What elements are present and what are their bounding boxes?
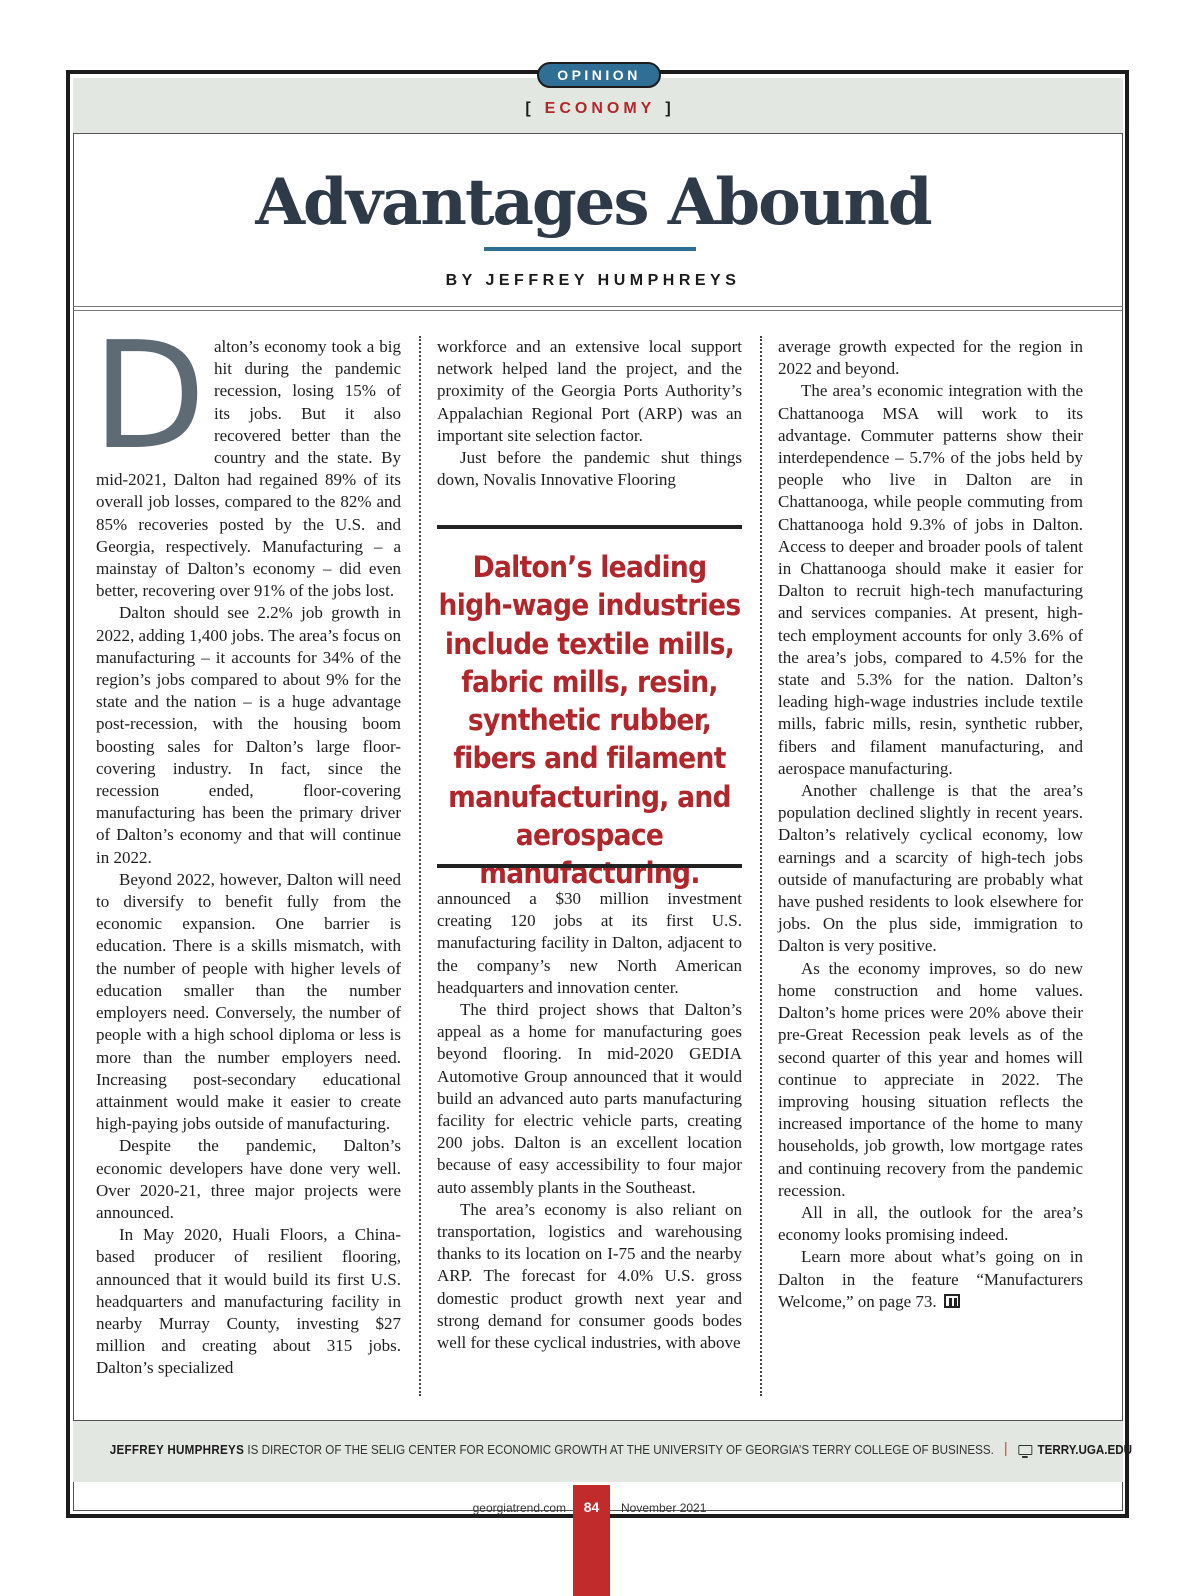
column-divider	[760, 336, 762, 1396]
monitor-icon	[1018, 1445, 1032, 1455]
pull-quote-rule-bottom	[437, 864, 742, 868]
title-underline	[484, 247, 696, 251]
topic-label: ECONOMY	[544, 100, 656, 117]
paragraph: Dalton should see 2.2% job growth in 2022, adding 1,400 jobs. The area’s focus on manufacturing – it accounts for 34% of the region’s jobs compared to about 9% for the state and the nation – is a huge advantage post-recession, with the housing boom boosting sales for Dalton’s large floor-covering industry. In fact, since the recession ended, floor-covering manufacturing has been the primary driver of Dalton’s economy and that will continue in 2022.	[96, 603, 401, 867]
author-bio-text: IS DIRECTOR OF THE SELIG CENTER FOR ECONOMIC GROWTH AT THE UNIVERSITY OF GEORGIA’S TERRY COLLEGE OF BUSINESS.	[247, 1443, 994, 1457]
page-footer	[0, 1485, 1200, 1596]
author-name: JEFFREY HUMPHREYS	[109, 1443, 245, 1457]
paragraph: average growth expected for the region in 2022 and beyond.	[778, 337, 1083, 379]
article-title: Advantages Abound	[255, 165, 931, 240]
paragraph-last	[778, 1246, 1083, 1313]
topic-tag	[0, 100, 1200, 118]
paragraph: Despite the pandemic, Dalton’s economic developers have done very well. Over 2020-21, three major projects were announced.	[96, 1136, 401, 1222]
paragraph: Just before the pandemic shut things down, Novalis Innovative Flooring	[437, 448, 742, 490]
paragraph: The third project shows that Dalton’s appeal as a home for manufacturing goes beyond flooring. In mid-2020 GEDIA Automotive Group announced that it would build an advanced auto parts manufacturing facility for electric vehicle parts, creating 200 jobs. Dalton is an excellent location because of easy accessibility to four major auto assembly plants in the Southeast.	[437, 1000, 742, 1197]
column-3	[778, 336, 1083, 1398]
website-link[interactable]: TERRY.UGA.EDU	[1037, 1443, 1133, 1457]
column-1	[92, 310, 401, 1398]
paragraph: announced a $30 million investment creating 120 jobs at its first U.S. manufacturing facility in Dalton, adjacent to the company’s new North American headquarters and innovation center.	[437, 889, 742, 997]
pull-quote-rule-top	[437, 525, 742, 529]
paragraph-text: Learn more about what’s going on in Dalton in the feature “Manufacturers Welcome,” on page 73.	[778, 1247, 1083, 1311]
paragraph: In May 2020, Huali Floors, a China-based producer of resilient flooring, announced that it would build its first U.S. headquarters and manufacturing facility in nearby Murray County, investing $27 million and creating about 315 jobs. Dalton’s specialized	[96, 1225, 401, 1378]
bio-separator	[1005, 1442, 1006, 1456]
pull-quote: Dalton’s leading high-wage industries include textile mills, fabric mills, resin, synthetic rubber, fibers and filament manufacturing, and aerospace manufacturing.	[438, 550, 741, 891]
topic-bracket-left: [	[525, 100, 535, 117]
author-bio	[109, 1442, 1133, 1457]
header-divider	[73, 306, 1123, 311]
topic-bracket-right: ]	[665, 100, 675, 117]
paragraph: Another challenge is that the area’s population declined slightly in recent years. Dalton’s relatively cyclical economy, low earnings and a scarcity of high-tech jobs outside of manufacturing are probably what have pushed residents to look elsewhere for jobs. On the plus side, immigration to Dalton is very positive.	[778, 781, 1083, 956]
byline: BY JEFFREY HUMPHREYS	[445, 272, 741, 289]
paragraph: All in all, the outlook for the area’s economy looks promising indeed.	[778, 1202, 1083, 1245]
column-2-top	[437, 336, 742, 516]
column-divider	[419, 336, 421, 1396]
section-label: OPINION	[537, 62, 661, 88]
author-bio-band	[73, 1420, 1133, 1482]
paragraph: The area’s economic integration with the Chattanooga MSA will work to its advantage. Commuter patterns show their interdependence – 5.7% of the jobs held by people who live in Dalton are in Chattanooga, while people commuting from Chattanooga hold 9.3% of jobs in Dalton. Access to deeper and broader pools of talent in Chattanooga should make it easier for Dalton to recruit high-tech manufacturing and services companies. At present, high-tech employment accounts for only 3.6% of the area’s jobs, compared to 4.5% for the state and 5.3% for the nation. Dalton’s leading high-wage industries include textile mills, fabric mills, resin, synthetic rubber, fibers and filament manufacturing, and aerospace manufacturing.	[778, 381, 1083, 778]
page-number: 84	[583, 1499, 600, 1515]
column-2-bottom	[437, 888, 742, 1396]
paragraph: The area’s economy is also reliant on transportation, logistics and warehousing thanks to its location on I-75 and the nearby ARP. The forecast for 4.0% U.S. gross domestic product growth next year and strong demand for consumer goods bodes well for these cyclical industries, with above	[437, 1199, 742, 1353]
paragraph: Beyond 2022, however, Dalton will need to diversify to benefit fully from the economic expansion. One barrier is education. There is a skills mismatch, with the number of people with higher levels of education smaller than the number employers need. Conversely, the number of people with a high school diploma or less is more than the number employers need. Increasing post-secondary educational attainment would make it easier to create high-paying jobs outside of manufacturing.	[96, 869, 401, 1134]
paragraph: workforce and an extensive local support network helped land the project, and the proximity of the Georgia Ports Authority’s Appalachian Regional Port (ARP) was an important site selection factor.	[437, 337, 742, 445]
paragraph: As the economy improves, so do new home construction and home values. Dalton’s home prices were 20% above their pre-Great Recession peak levels as of the second quarter of this year and homes will continue to appreciate in 2022. The improving housing situation reflects the increased importance of the home to many households, job growth, low mortgage rates and continuing recovery from the pandemic recession.	[778, 958, 1083, 1200]
paragraph: alton’s economy took a big hit during the pandemic recession, losing 15% of its jobs. But it also recovered better than the country and the state. By mid-2021, Dalton had regained 89% of its overall job losses, compared to the 82% and 85% recoveries posted by the U.S. and Georgia, respectively. Manufacturing – a mainstay of Dalton’s economy – did even better, recovering over 91% of the jobs lost.	[96, 337, 401, 601]
drop-cap: D	[92, 310, 206, 482]
end-mark-icon	[944, 1294, 960, 1308]
footer-date: November 2021	[621, 1501, 707, 1515]
footer-site: georgiatrend.com	[472, 1501, 566, 1515]
